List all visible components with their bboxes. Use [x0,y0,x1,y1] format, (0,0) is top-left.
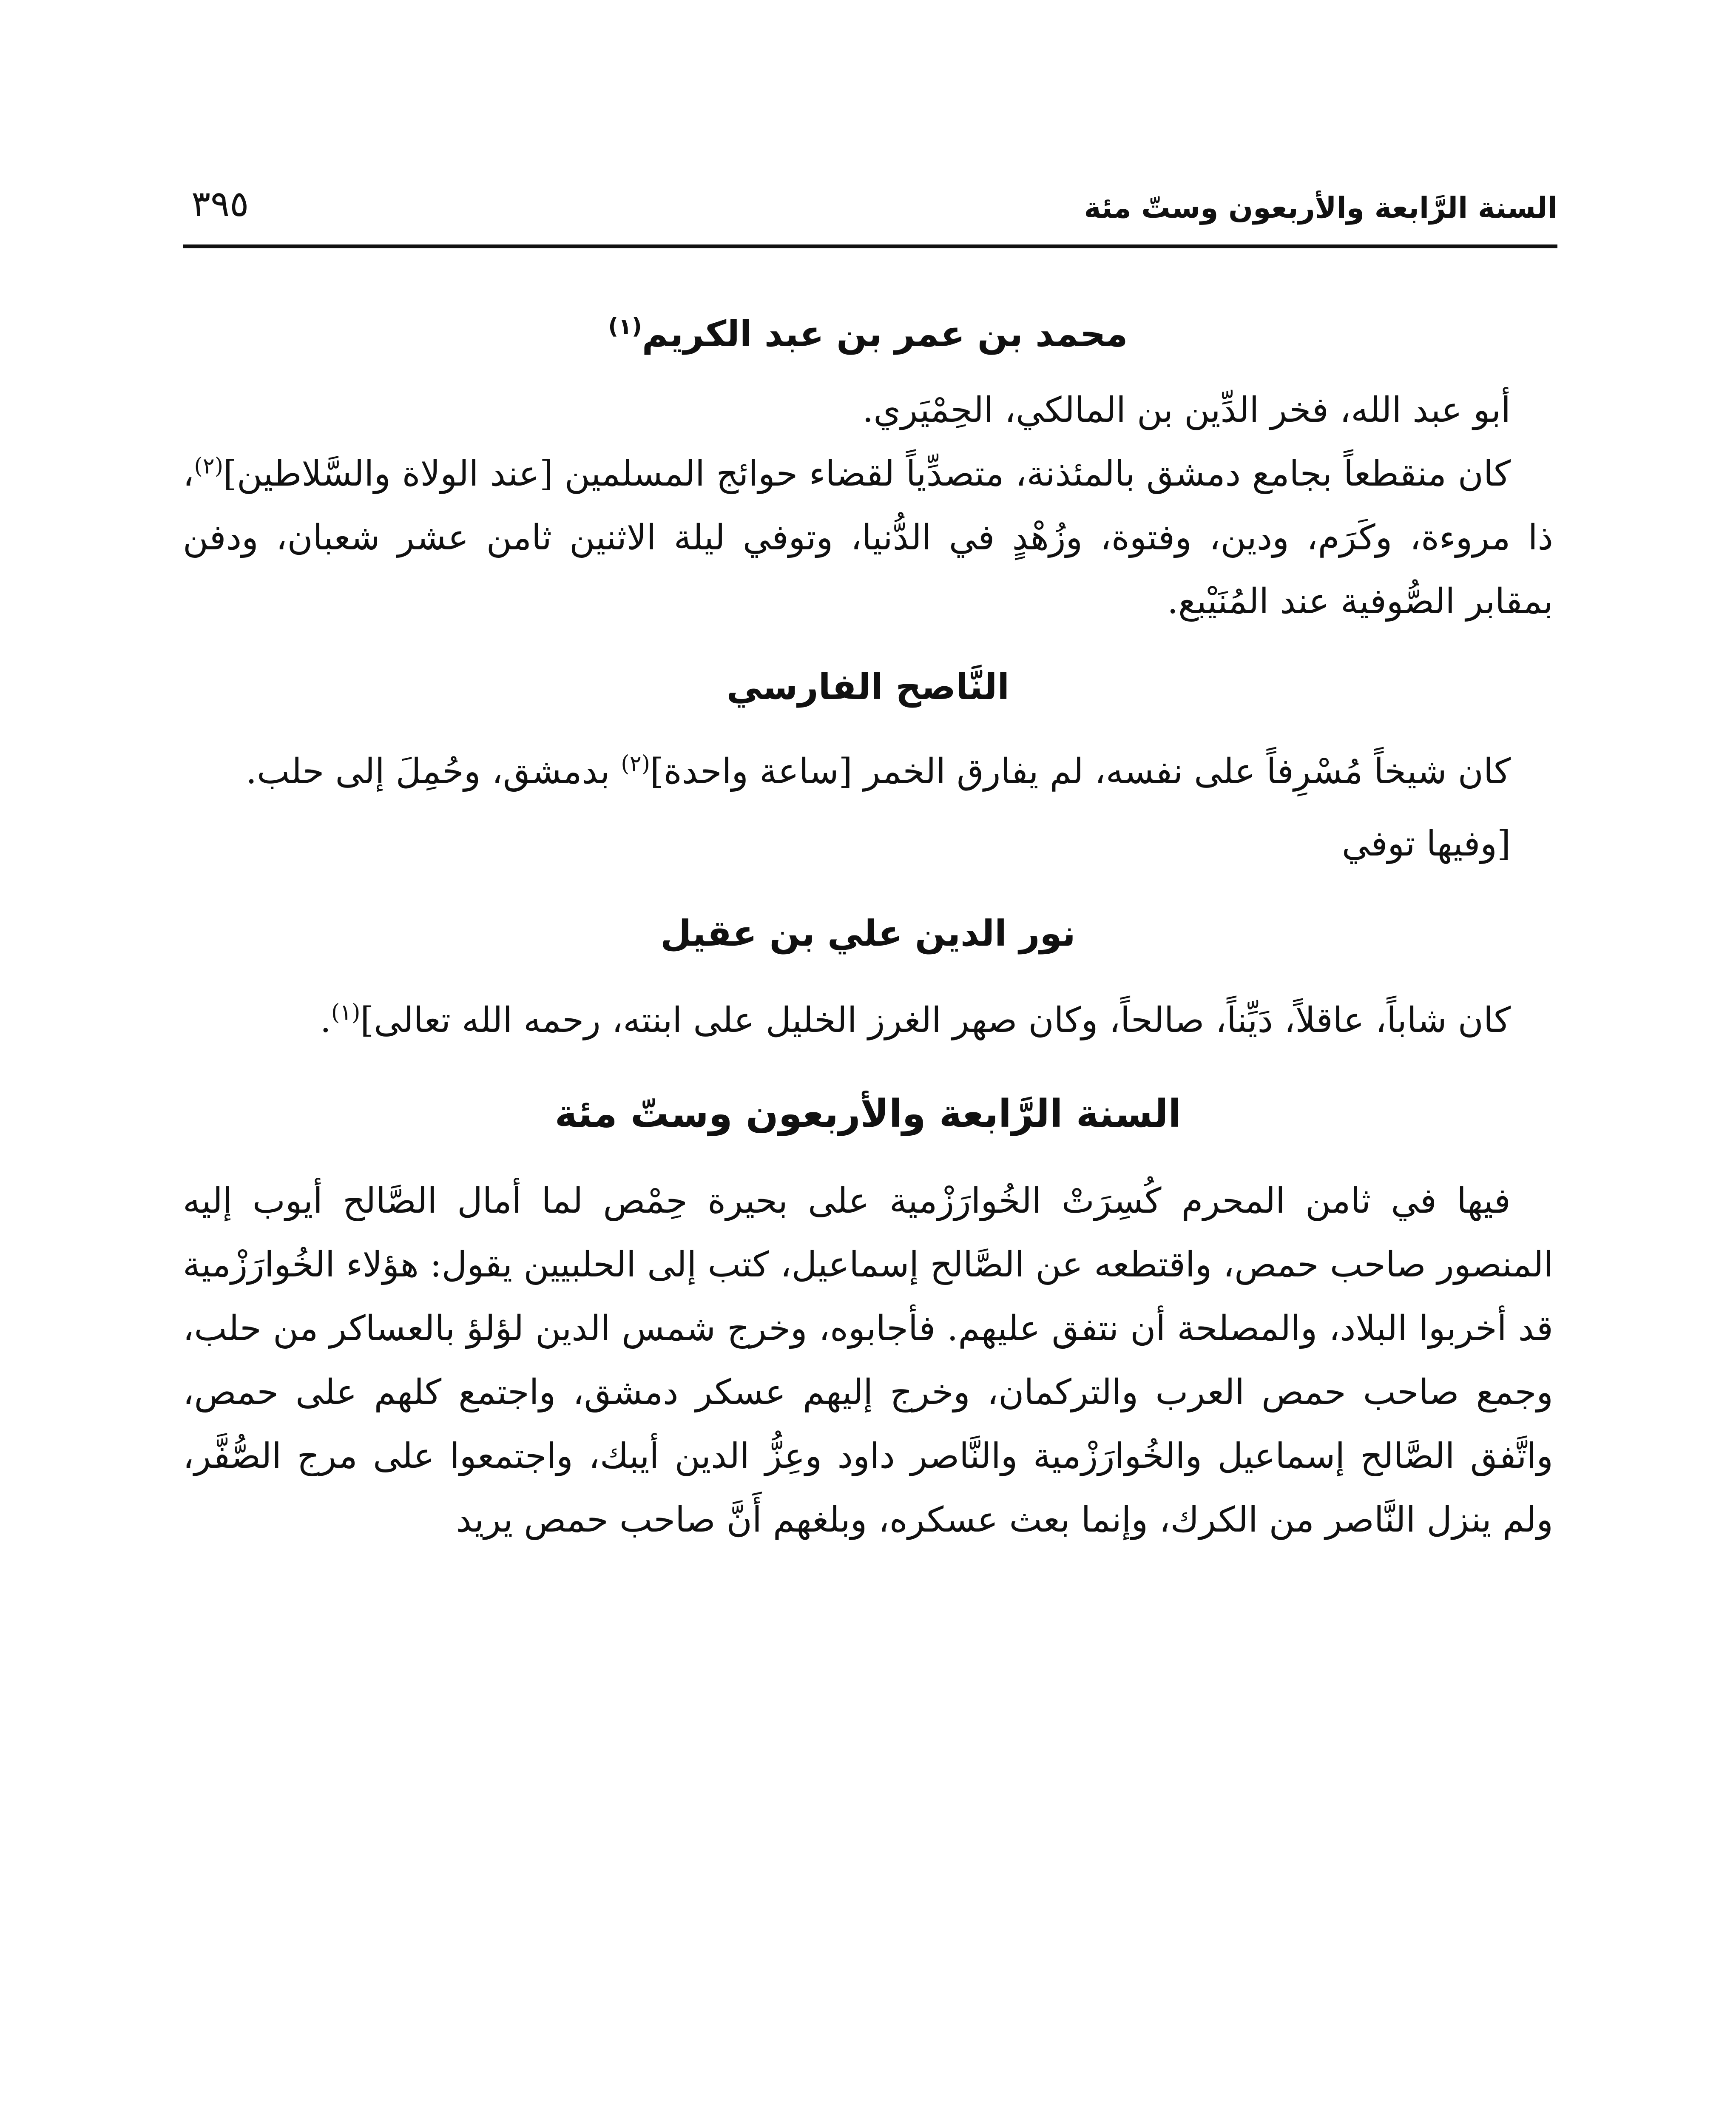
footnote-ref: (١) [331,1000,361,1026]
heading-nur-al-din: نور الدين علي بن عقيل [660,912,1076,954]
heading-al-nasih-al-farisi: النَّاصح الفارسي [726,666,1010,708]
paragraph-text: بدمشق، وحُمِلَ إلى حلب. [246,751,621,792]
paragraph: أبو عبد الله، فخر الدِّين بن المالكي، الحِمْيَري. [862,390,1511,430]
page-number: ٣٩٥ [191,183,249,225]
paragraph [183,989,1553,1052]
footnote-ref: (٢) [621,751,650,777]
running-header [183,183,1557,238]
heading-text: محمد بن عمر بن عبد الكريم [642,313,1128,355]
paragraph-text: . [320,1000,331,1040]
heading-year-section: السنة الرَّابعة والأربعون وستّ مئة [554,1091,1182,1136]
paragraph-text: ، ذا مروءة، وكَرَم، ودين، وفتوة، وزُهْدٍ في الدُّنيا، وتوفي ليلة الاثنين ثامن عشر شعبان، ودفن بمقابر الصُّوفية عند المُنَيْبع. [183,454,1553,622]
main-text [183,302,1553,1552]
paragraph [183,740,1553,804]
paragraph [183,442,1553,634]
paragraph-text: كان شاباً، عاقلاً، دَيِّناً، صالحاً، وكان صهر الغرز الخليل على ابنته، رحمه الله تعالى] [360,1000,1511,1040]
paragraph-text: كان شيخاً مُسْرِفاً على نفسه، لم يفارق الخمر [ساعة واحدة] [650,751,1511,792]
paragraph: [وفيها توفي [1341,824,1511,864]
heading-muhammad-bin-umar [183,302,1553,366]
running-title: السنة الرَّابعة والأربعون وستّ مئة [1084,191,1557,225]
footnote-ref: (٢) [194,453,223,479]
paragraph: فيها في ثامن المحرم كُسِرَتْ الخُوارَزْمية على بحيرة حِمْص لما أمال الصَّالح أيوب إليه المنصور صاحب حمص، واقتطعه عن الصَّالح إسماعيل، كتب إلى الحلبيين يقول: هؤلاء الخُوارَزْمية قد أخربوا البلاد، والمصلحة أن نتفق عليهم. فأجابوه، وخرج شمس الدين لؤلؤ بالعساكر من حلب، وجمع صاحب حمص العرب والتركمان، وخرج إليهم عسكر دمشق، واجتمع كلهم على حمص، واتَّفق الصَّالح إسماعيل والخُوارَزْمية والنَّاصر داود وعِزُّ الدين أيبك، واجتمعوا على مرج الصُّفَّر، ولم ينزل النَّاصر من الكرك، وإنما بعث عسكره، وبلغهم أَنَّ صاحب حمص يريد [183,1181,1553,1540]
header-rule [183,244,1557,248]
paragraph-text: كان منقطعاً بجامع دمشق بالمئذنة، متصدِّياً لقضاء حوائج المسلمين [عند الولاة والسَّلاطين] [223,454,1511,494]
footnote-ref: (١) [608,314,642,339]
